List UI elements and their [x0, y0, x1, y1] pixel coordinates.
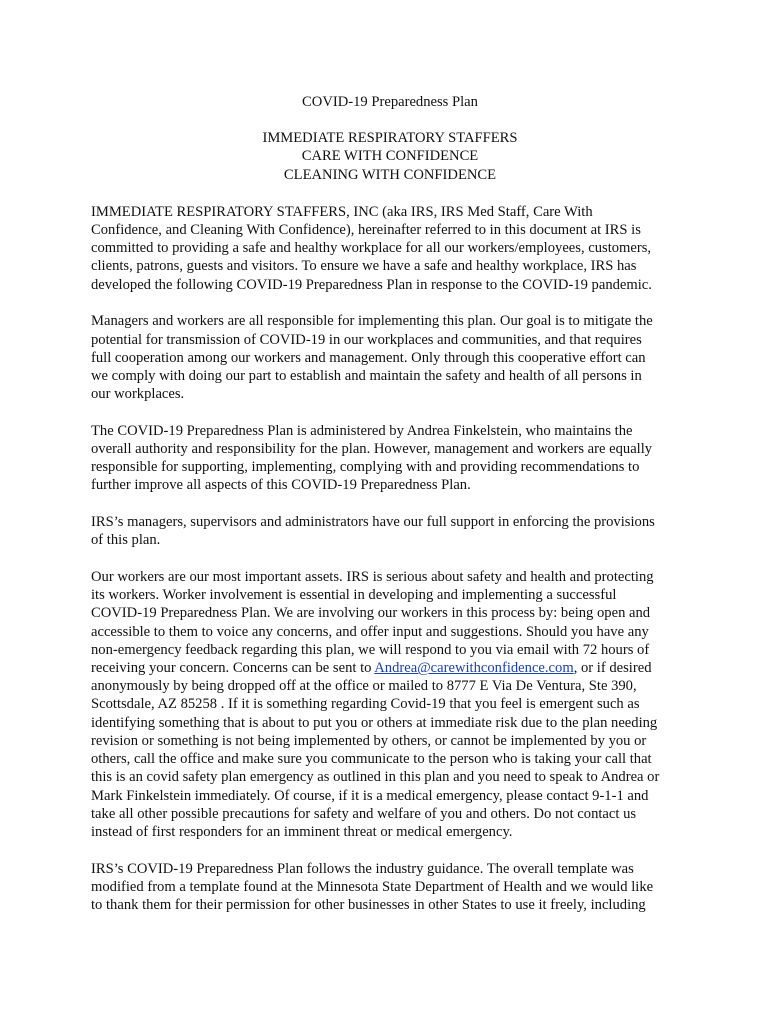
- text-line: IMMEDIATE RESPIRATORY STAFFERS, INC (aka IRS, IRS Med Staff, Care With: [91, 203, 593, 220]
- email-line-prefix: receiving your concern. Concerns can be sent to: [91, 660, 375, 677]
- paragraph-responsibility: [91, 312, 689, 403]
- text-line: The COVID-19 Preparedness Plan is administered by Andrea Finkelstein, who maintains the: [91, 422, 633, 439]
- text-line: IRS’s COVID-19 Preparedness Plan follows the industry guidance. The overall template was: [91, 860, 634, 877]
- text-line: instead of first responders for an imminent threat or medical emergency.: [91, 823, 513, 840]
- text-line: this is an covid safety plan emergency as outlined in this plan and you need to speak to Andrea or: [91, 769, 660, 786]
- text-line: overall authority and responsibility for the plan. However, management and workers are equally: [91, 441, 653, 458]
- text-line: take all other possible precautions for safety and welfare of you and others. Do not contact us: [91, 805, 637, 822]
- heading-line: CLEANING WITH CONFIDENCE: [283, 166, 497, 183]
- text-line: modified from a template found at the Minnesota State Department of Health and we would like: [91, 878, 654, 895]
- text-line: potential for transmission of COVID-19 in our workplaces and communities, and that requires: [91, 331, 642, 348]
- text-line: anonymously by being dropped off at the office or mailed to 8777 E Via De Ventura, Ste 390,: [91, 678, 637, 695]
- heading-line: IMMEDIATE RESPIRATORY STAFFERS: [262, 130, 518, 147]
- text-line: Scottsdale, AZ 85258 . If it is something regarding Covid-19 that you feel is emergent such as: [91, 696, 640, 713]
- paragraph-management-support: [91, 513, 689, 549]
- text-line: identifying something that is about to put you or others at immediate risk due to the plan needing: [91, 714, 658, 731]
- document-page: [91, 93, 689, 933]
- paragraph-administration: [91, 422, 689, 495]
- text-line: our workplaces.: [91, 386, 185, 403]
- text-line: committed to providing a safe and healthy workplace for all our workers/employees, customers,: [91, 240, 652, 257]
- text-line: revision or something is not being implemented by others, or cannot be implemented by you or: [91, 732, 647, 749]
- text-line: responsible for supporting, implementing, complying with and providing recommendations to: [91, 459, 640, 476]
- paragraph-worker-involvement: [91, 568, 689, 841]
- text-line: IRS’s managers, supervisors and administrators have our full support in enforcing the provisions: [91, 514, 655, 531]
- document-title: COVID-19 Preparedness Plan: [302, 94, 478, 110]
- text-line: COVID-19 Preparedness Plan. We are involving our workers in this process by: being open and: [91, 605, 651, 622]
- text-line: Mark Finkelstein immediately. Of course, if it is a medical emergency, please contact 9-1-1 and: [91, 787, 649, 804]
- text-line: others, call the office and make sure you communicate to the person who is taking your call that: [91, 751, 652, 768]
- text-line: clients, patrons, guests and visitors. To ensure we have a safe and healthy workplace, IRS has: [91, 258, 637, 275]
- text-line: accessible to them to voice any concerns, and offer input and suggestions. Should you have any: [91, 623, 649, 640]
- text-line: developed the following COVID-19 Preparedness Plan in response to the COVID-19 pandemic.: [91, 276, 652, 293]
- text-line: Confidence, and Cleaning With Confidence), hereinafter referred to in this document at IRS is: [91, 222, 641, 239]
- text-line-with-email: [91, 659, 689, 677]
- text-line: to thank them for their permission for other businesses in other States to use it freely, including: [91, 897, 646, 914]
- text-line: its workers. Worker involvement is essential in developing and implementing a successful: [91, 587, 617, 604]
- text-line: we comply with doing our part to establish and maintain the safety and health of all persons in: [91, 367, 642, 384]
- text-line: of this plan.: [91, 532, 161, 549]
- text-line: Our workers are our most important assets. IRS is serious about safety and health and protecting: [91, 569, 654, 586]
- email-link[interactable]: Andrea@carewithconfidence.com: [374, 660, 574, 677]
- paragraph-intro: [91, 203, 689, 294]
- company-heading-block: [91, 129, 689, 184]
- heading-line: CARE WITH CONFIDENCE: [301, 148, 479, 165]
- text-line: non-emergency feedback regarding this plan, we will respond to you via email with 72 hours of: [91, 641, 650, 658]
- text-line: Managers and workers are all responsible for implementing this plan. Our goal is to mitigate the: [91, 313, 653, 330]
- text-line: further improve all aspects of this COVID-19 Preparedness Plan.: [91, 477, 471, 494]
- text-line: full cooperation among our workers and management. Only through this cooperative effort can: [91, 349, 646, 366]
- email-line-suffix: , or if desired: [573, 660, 652, 677]
- paragraph-industry-guidance: [91, 860, 689, 915]
